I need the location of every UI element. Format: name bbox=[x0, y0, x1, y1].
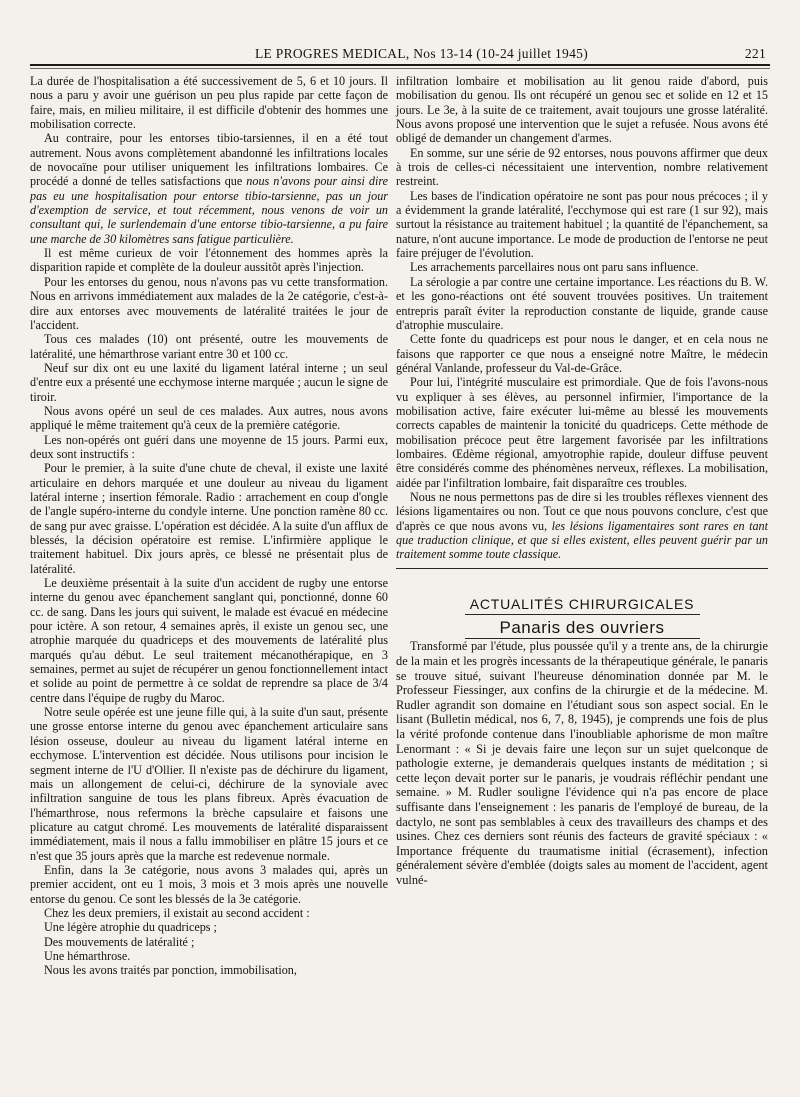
page-number: 221 bbox=[744, 46, 766, 61]
running-header bbox=[30, 46, 770, 64]
paragraph: Une hémarthrose. bbox=[44, 948, 131, 963]
paragraph: Cette fonte du quadriceps est pour nous le danger, et en cela nous ne faisons que rapporter ce que nous a enseigné notre Maître, le médecin général Vanlande, professeur du Val-de-Grâce. bbox=[396, 332, 768, 375]
italic-passage: nous n'avons pour ainsi dire pas eu une hospitalisation pour entorse tibio-tarsienne, pas un jour d'exemption de service, et tout récemment, nous venons de voir un consultant qui, le surlendemain d'une entorse tibio-tarsienne, a pu faire une marche de 30 kilomètres sans fatigue particulière. bbox=[30, 174, 388, 246]
paragraph: Les bases de l'indication opératoire ne sont pas pour nous précoces ; il y a évidemment la grande latéralité, l'ecchymose qui est rare (1 sur 92), mais surtout la résistance au traitement habituel ; la quantité de l'épanchement, sa nature, n'ont aucune importance. Le mode de production de l'entorse ne peut faire préjuger de l'évolution. bbox=[396, 188, 768, 261]
paragraph: infiltration lombaire et mobilisation au lit genou raide d'abord, puis mobilisation du genou. Ils ont récupéré un genou sec et solide en 12 et 15 jours. Le 3e, à la suite de ce traitement, avait toujours une grosse latéralité. Nous avons proposé une intervention que le sujet a refusée. Nous avons été obligé de demander un changement d'armes. bbox=[396, 74, 768, 146]
paragraph: Tous ces malades (10) ont présenté, outre les mouvements de latéralité, une hémarthrose variant entre 30 et 100 cc. bbox=[30, 332, 388, 361]
paragraph: Pour les entorses du genou, nous n'avons pas vu cette transformation. Nous en arrivons immédiatement aux malades de la 2e catégorie, c'est-à-dire aux entorses avec mouvements de latéralité traitées le jour de l'accident. bbox=[30, 274, 388, 332]
paragraph bbox=[396, 490, 768, 562]
header-rule bbox=[30, 64, 770, 66]
paragraph: Nous les avons traités par ponction, immobilisation, bbox=[44, 963, 297, 978]
paragraph: Des mouvements de latéralité ; bbox=[44, 934, 195, 949]
paragraph: En somme, sur une série de 92 entorses, nous pouvons affirmer que deux à trois de celles-ci nécessitaient une intervention, nombre relativement restreint. bbox=[396, 145, 768, 189]
paragraph: Le deuxième présentait à la suite d'un accident de rugby une entorse interne du genou avec épanchement sanglant qui, ponctionné, donne 60 cc. de sang. Dans les jours qui suivent, le malade est évacué en médecine pour ictère. A son retour, 4 semaines après, il existe un genou sec, une atrophie marquée du quadriceps et des mouvements de latéralité plus marqués qu'au début. Le seul traitement mécanothérapique, en 3 semaines, permet au sujet de récupérer un genou fonctionnellement intact et solide au point de permettre à ce soldat de reprendre sa place de 3/4 centre dans l'équipe de rugby du Maroc. bbox=[30, 576, 388, 705]
paragraph: La sérologie a par contre une certaine importance. Les réactions du B. W. et les gono-réactions ont été souvent trouvées positives. Un traitement entrepris paraît éviter la reproduction constante de liquide, grande cause d'atrophie musculaire. bbox=[396, 274, 768, 332]
paragraph: Nous avons opéré un seul de ces malades. Aux autres, nous avons appliqué le même traitement qu'à ceux de la première catégorie. bbox=[30, 403, 388, 433]
title-rule-top bbox=[465, 614, 700, 615]
paragraph: La durée de l'hospitalisation a été successivement de 5, 6 et 10 jours. Il nous a paru y avoir une guérison un peu plus rapide par cette façon de faire, mais, en milieu militaire, il est difficile d'obtenir des hommes une mobilisation correcte. bbox=[30, 74, 388, 132]
paragraph: Les non-opérés ont guéri dans une moyenne de 15 jours. Parmi eux, deux sont instructifs : bbox=[30, 432, 388, 461]
paragraph bbox=[30, 131, 388, 246]
journal-title: LE PROGRES MEDICAL, Nos 13-14 (10-24 juillet 1945) bbox=[255, 46, 588, 61]
section-rubric: ACTUALITÉS CHIRURGICALES bbox=[469, 595, 695, 612]
paragraph: Il est même curieux de voir l'étonnement des hommes après la disparition rapide et complète de la douleur aussitôt après l'injection. bbox=[30, 246, 388, 275]
paragraph: Les arrachements parcellaires nous ont paru sans influence. bbox=[410, 260, 699, 275]
paragraph: Enfin, dans la 3e catégorie, nous avons 3 malades qui, après un premier accident, ont eu 1 mois, 3 mois et 3 mois après une nouvelle entorse du genou. Ce sont les blessés de la 3e catégorie. bbox=[30, 862, 388, 906]
italic-conclusion: les lésions ligamentaires sont rares en tant que traduction clinique, et que si elles existent, elles peuvent guérir par un traitement somme toute classique. bbox=[396, 518, 768, 562]
paragraph: Chez les deux premiers, il existait au second accident : bbox=[44, 905, 310, 920]
header-rule-thin bbox=[30, 68, 770, 69]
paragraph: Pour le premier, à la suite d'une chute de cheval, il existe une laxité articulaire en dehors marquée et une douleur au niveau du ligament latéral interne ; insertion fémorale. Radio : arrachement en coup d'ongle de l'angle supéro-interne du condyle interne. Une ponction ramène 80 cc. de sang pur avec graisse. L'opération est décidée. A la suite d'un afflux de blessés, la décision opératoire est remise. L'infirmière applique le traitement habituel. Dix jours après, ce blessé ne présentait plus de latéralité. bbox=[30, 461, 388, 576]
right-column bbox=[396, 74, 768, 887]
article-title: Panaris des ouvriers bbox=[499, 618, 665, 638]
paragraph: Notre seule opérée est une jeune fille qui, à la suite d'un saut, présente une grosse entorse interne du genou avec épanchement articulaire sans lésion osseuse, douleur au niveau du ligament latéral interne en ecchymose. L'intervention est décidée. Nous utilisons pour incision le segment interne de l'U d'Ollier. Il n'existe pas de déchirure du ligament, mais un allongement de celui-ci, déchirure de la synoviale avec infiltration sanguine de tous les plans fibreux. Après évacuation de l'hémarthrose, nous refermons la brèche capsulaire et faisons une plicature au catgut chromé. Les mouvements de latéralité disparaissent immédiatement, mais il nous a fallu immobiliser en plâtre 15 jours et ce n'est que 35 jours après que la marche est redevenue normale. bbox=[30, 705, 388, 863]
left-column bbox=[30, 74, 388, 978]
paragraph: Pour lui, l'intégrité musculaire est primordiale. Que de fois l'avons-nous vu expliquer à ses élèves, au personnel infirmier, l'importance de la mobilisation active, faire exécuter lui-même au blessé les mouvements corrects capables de maintenir la tonicité du quadriceps. Cette méthode de mobilisation précoce peut être largement favorisée par les infiltrations lombaires. Œdème régional, amyotrophie rapide, douleur diffuse peuvent être considérés comme des phénomènes nerveux, réflexes. La mobilisation, aidée par l'infiltration lombaire, fait disparaître ces troubles. bbox=[396, 375, 768, 490]
paragraph-text: Au contraire, pour les entorses tibio-tarsiennes, il en a été tout autrement. Nous avons complètement abandonné les infiltrations locales de novocaïne pour utiliser uniquement les infiltrations lombaires. Ce procédé a donné de telles satisfactions que bbox=[30, 131, 388, 189]
article-body: Transformé par l'étude, plus poussée qu'il y a trente ans, de la chirurgie de la main et les progrès incessants de la thérapeutique générale, le panaris se trouve situé, suivant l'heureuse dénomination donnée par M. le Professeur Fiessinger, aux confins de la chirurgie et de la médecine. M. Rudler agrandit son domaine en l'étudiant sous son aspect social. En le lisant (Bulletin médical, nos 6, 7, 8, 1945), je comprends une fois de plus la vérité profonde contenue dans l'inoubliable aphorisme de mon maître Lenormant : « Si je devais faire une leçon sur un sujet quelconque de pathologie externe, je demanderais quelques instants de méditation ; si cette leçon devait porter sur le panaris, je voudrais réfléchir pendant une semaine. » M. Rudler souligne l'évidence qui n'a pas encore de place suffisante dans l'enseignement : les panaris de l'employé de bureau, de la dactylo, ne sont pas semblables à ceux des travailleurs des champs et des usines. Chez ces derniers sont réunis des facteurs de gravité spéciaux : « Importance fréquente du traumatisme initial (écrasement), infection généralement sévère d'emblée (doigts sales au moment de l'accident, agent vulné- bbox=[396, 639, 768, 887]
paragraph: Neuf sur dix ont eu une laxité du ligament latéral interne ; un seul d'entre eux a présenté une ecchymose interne marquée ; aucun le signe de tiroir. bbox=[30, 360, 388, 404]
paragraph: Une légère atrophie du quadriceps ; bbox=[44, 920, 217, 935]
paragraph-text: Nous ne nous permettons pas de dire si les troubles réflexes viennent des lésions ligamentaires ou non. Tout ce que nous pouvons conclure, c'est que d'après ce que nous avons vu, bbox=[396, 489, 768, 533]
section-divider bbox=[396, 568, 768, 569]
